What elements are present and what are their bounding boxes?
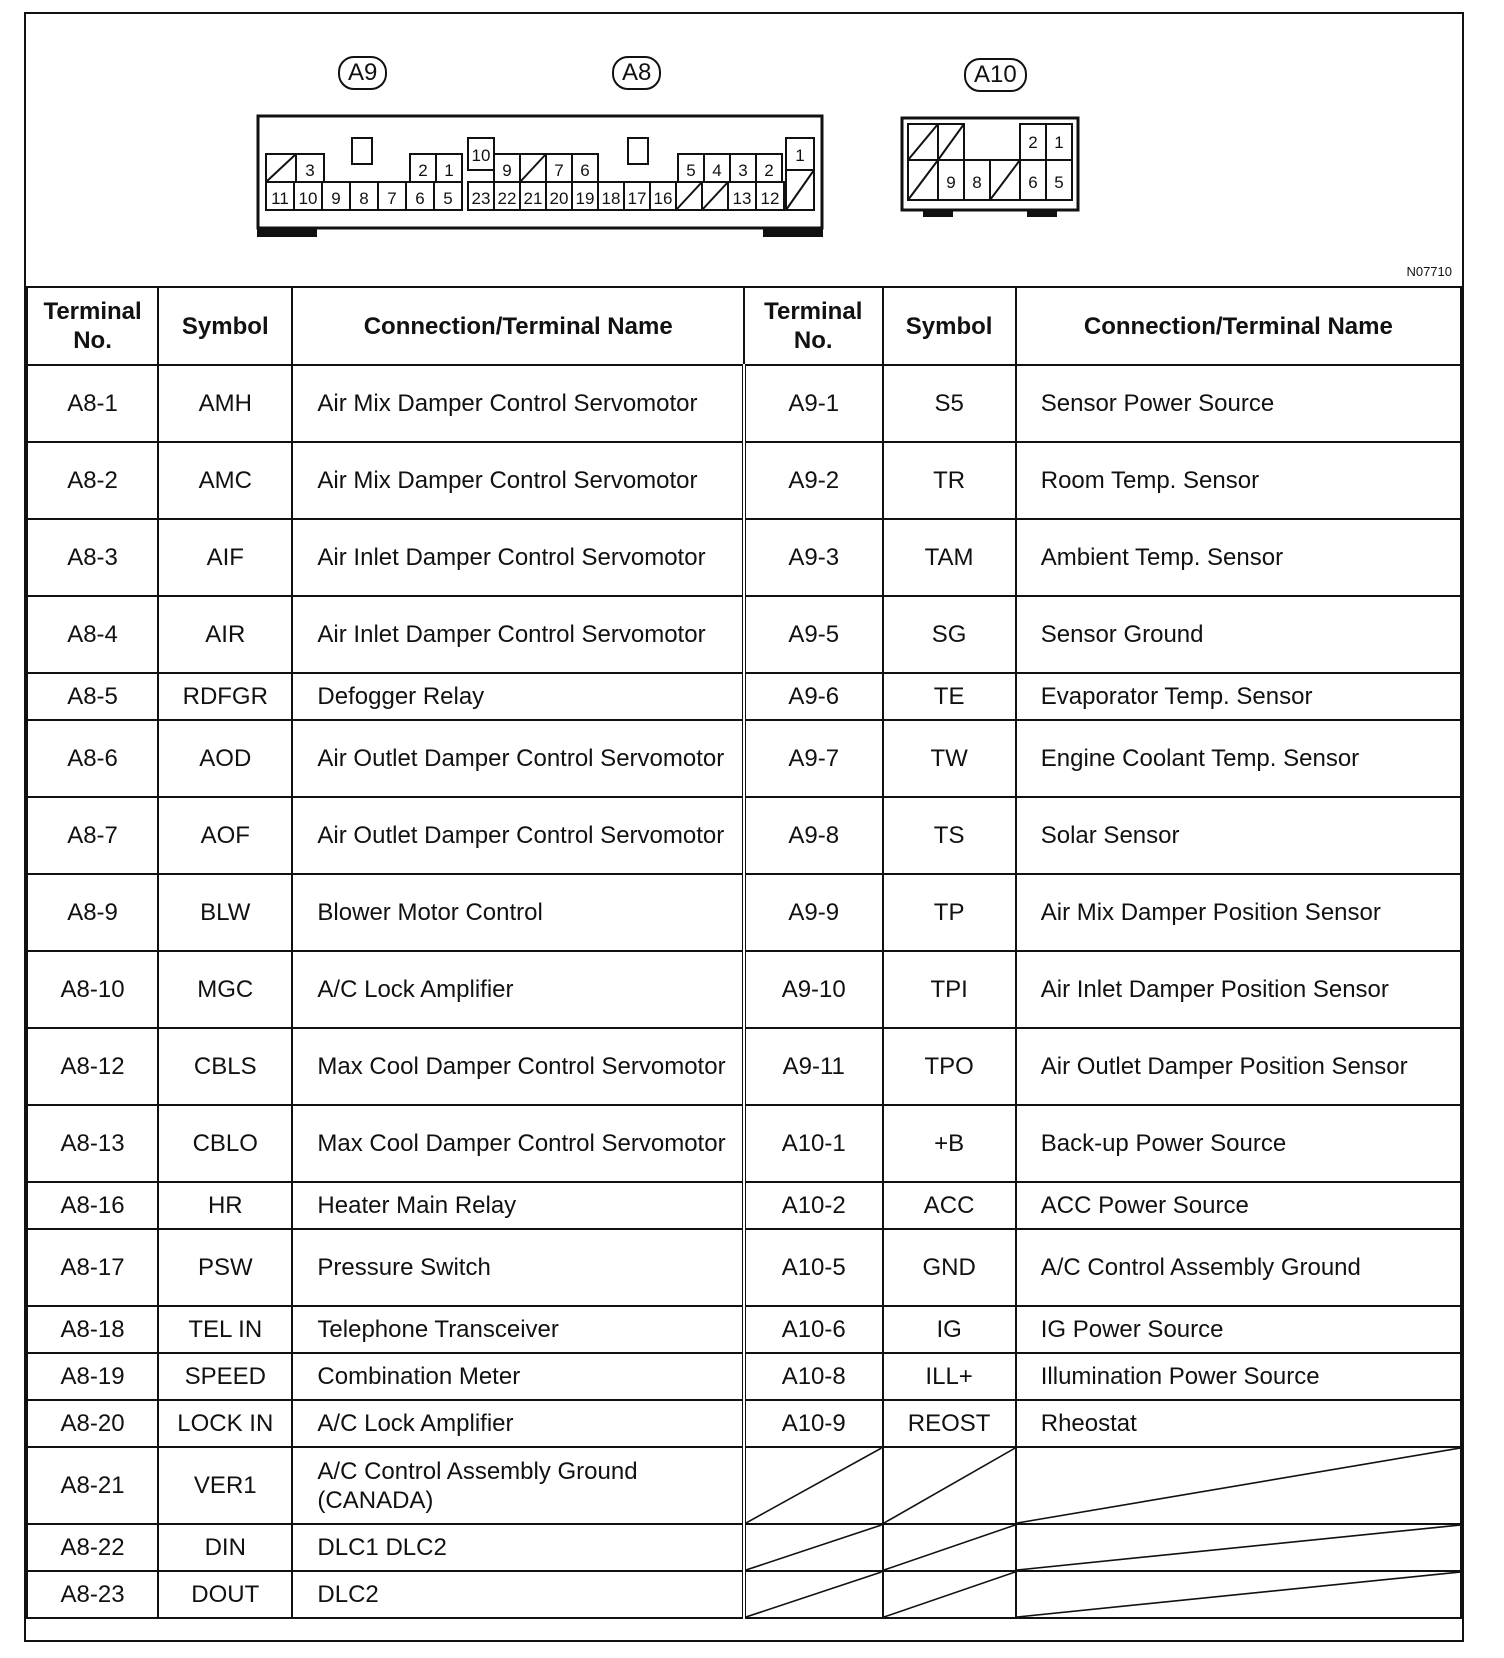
terminal-name-cell: Sensor Ground [1016, 596, 1461, 673]
terminal-name-cell: Air Inlet Damper Control Servomotor [292, 596, 744, 673]
terminal-name-cell: Air Outlet Damper Control Servomotor [292, 797, 744, 874]
a8-pin-label: 13 [732, 189, 752, 208]
symbol-cell: REOST [883, 1400, 1016, 1447]
symbol-cell: CBLO [158, 1105, 292, 1182]
terminal-name-cell: Room Temp. Sensor [1016, 442, 1461, 519]
terminal-no-cell: A10-8 [744, 1353, 883, 1400]
terminal-no-cell: A9-8 [744, 797, 883, 874]
terminal-no-cell: A8-12 [27, 1028, 158, 1105]
terminal-name-cell: Air Mix Damper Control Servomotor [292, 365, 744, 442]
a9-pin-label: 11 [271, 189, 289, 208]
symbol-cell: HR [158, 1182, 292, 1229]
terminal-name-cell: Engine Coolant Temp. Sensor [1016, 720, 1461, 797]
diagonal-strike [746, 1572, 882, 1617]
symbol-cell: PSW [158, 1229, 292, 1306]
terminal-name-cell: Air Mix Damper Position Sensor [1016, 874, 1461, 951]
table-row [27, 1571, 1461, 1618]
connector-terminal-chart [24, 12, 1464, 1642]
a8-pin-label: 18 [601, 189, 621, 208]
terminal-name-cell: DLC2 [292, 1571, 744, 1618]
a8-pin-label: 6 [580, 161, 590, 180]
terminal-no-cell: A8-6 [27, 720, 158, 797]
terminal-name-cell: A/C Lock Amplifier [292, 951, 744, 1028]
symbol-cell: TP [883, 874, 1016, 951]
terminal-no-cell: A9-5 [744, 596, 883, 673]
empty-cell [1016, 1447, 1461, 1524]
terminal-name-cell: Pressure Switch [292, 1229, 744, 1306]
symbol-cell: TW [883, 720, 1016, 797]
terminal-name-cell: Solar Sensor [1016, 797, 1461, 874]
symbol-cell: SG [883, 596, 1016, 673]
terminal-no-cell: A8-17 [27, 1229, 158, 1306]
a9-pin-label: 8 [359, 189, 369, 208]
header-connection-name: Connection/Terminal Name [1016, 287, 1461, 365]
table-row [27, 720, 1461, 797]
table-row [27, 1229, 1461, 1306]
symbol-cell: AMH [158, 365, 292, 442]
a8-pin-label: 3 [738, 161, 748, 180]
header-terminal-no: Terminal No. [744, 287, 883, 365]
a8-pin-label: 7 [554, 161, 564, 180]
empty-cell [883, 1447, 1016, 1524]
symbol-cell: AOF [158, 797, 292, 874]
symbol-cell: VER1 [158, 1447, 292, 1524]
symbol-cell: TEL IN [158, 1306, 292, 1353]
symbol-cell: DIN [158, 1524, 292, 1571]
a9-pin-label: 1 [444, 161, 454, 180]
connector-drawing [26, 14, 1462, 259]
terminal-no-cell: A8-22 [27, 1524, 158, 1571]
terminal-no-cell: A8-21 [27, 1447, 158, 1524]
connector-diagram [26, 14, 1462, 284]
terminal-no-cell: A9-9 [744, 874, 883, 951]
diagonal-strike [1017, 1448, 1460, 1523]
terminal-name-cell: Air Inlet Damper Position Sensor [1016, 951, 1461, 1028]
terminal-name-cell: Telephone Transceiver [292, 1306, 744, 1353]
symbol-cell: S5 [883, 365, 1016, 442]
a8-pin-label: 2 [764, 161, 774, 180]
header-terminal-no: Terminal No. [27, 287, 158, 365]
terminal-no-cell: A10-9 [744, 1400, 883, 1447]
a10-pin-label: 2 [1028, 133, 1038, 152]
table-row [27, 1105, 1461, 1182]
diagonal-strike [1017, 1572, 1460, 1617]
terminal-name-cell: Sensor Power Source [1016, 365, 1461, 442]
symbol-cell: AMC [158, 442, 292, 519]
terminal-no-cell: A9-2 [744, 442, 883, 519]
empty-cell [883, 1524, 1016, 1571]
a8-pin-label: 17 [627, 189, 647, 208]
terminal-no-cell: A8-3 [27, 519, 158, 596]
terminal-name-cell: ACC Power Source [1016, 1182, 1461, 1229]
a8-pin-label: 12 [760, 189, 780, 208]
a10-pin-block [908, 124, 1072, 200]
a8-pin-label: 21 [523, 189, 543, 208]
terminal-name-cell: Evaporator Temp. Sensor [1016, 673, 1461, 720]
table-row [27, 365, 1461, 442]
table-row [27, 874, 1461, 951]
table-row [27, 673, 1461, 720]
diagonal-strike [746, 1448, 882, 1523]
a10-pin-label: 9 [946, 173, 956, 192]
symbol-cell: +B [883, 1105, 1016, 1182]
symbol-cell: BLW [158, 874, 292, 951]
diagonal-strike [884, 1572, 1015, 1617]
terminal-no-cell: A8-5 [27, 673, 158, 720]
terminal-name-cell: Combination Meter [292, 1353, 744, 1400]
table-row [27, 1447, 1461, 1524]
symbol-cell: SPEED [158, 1353, 292, 1400]
a8-pin-label: 20 [549, 189, 569, 208]
a8-pin-label: 22 [497, 189, 517, 208]
terminal-name-cell: Air Outlet Damper Control Servomotor [292, 720, 744, 797]
a8-pin-label: 19 [575, 189, 595, 208]
table-row [27, 596, 1461, 673]
symbol-cell: TS [883, 797, 1016, 874]
terminal-name-cell: Back-up Power Source [1016, 1105, 1461, 1182]
a8-pin-label: 4 [712, 161, 722, 180]
a8-pin-label: 1 [795, 146, 805, 165]
diagonal-strike [746, 1525, 882, 1570]
empty-cell [1016, 1571, 1461, 1618]
symbol-cell: MGC [158, 951, 292, 1028]
terminal-name-cell: Air Outlet Damper Position Sensor [1016, 1028, 1461, 1105]
a10-pin-label: 8 [972, 173, 982, 192]
a9-pin-label: 5 [443, 189, 453, 208]
a8-pin-label: 23 [471, 189, 491, 208]
terminal-no-cell: A9-10 [744, 951, 883, 1028]
header-connection-name: Connection/Terminal Name [292, 287, 744, 365]
terminal-name-cell: A/C Control Assembly Ground (CANADA) [292, 1447, 744, 1524]
a8-pin-label: 10 [471, 146, 491, 165]
terminal-no-cell: A10-6 [744, 1306, 883, 1353]
table-row [27, 1353, 1461, 1400]
a9-pin-label: 9 [331, 189, 341, 208]
terminal-name-cell: Ambient Temp. Sensor [1016, 519, 1461, 596]
terminal-name-cell: Air Mix Damper Control Servomotor [292, 442, 744, 519]
symbol-cell: TR [883, 442, 1016, 519]
symbol-cell: ILL+ [883, 1353, 1016, 1400]
symbol-cell: TAM [883, 519, 1016, 596]
terminal-no-cell: A9-7 [744, 720, 883, 797]
connector-label-a8: A8 [612, 56, 661, 90]
empty-cell [883, 1571, 1016, 1618]
terminal-name-cell: Air Inlet Damper Control Servomotor [292, 519, 744, 596]
a10-pin-label: 1 [1054, 133, 1064, 152]
a8-pin-label: 9 [502, 161, 512, 180]
symbol-cell: DOUT [158, 1571, 292, 1618]
empty-cell [744, 1571, 883, 1618]
terminal-no-cell: A8-18 [27, 1306, 158, 1353]
table-row [27, 442, 1461, 519]
terminal-no-cell: A9-3 [744, 519, 883, 596]
symbol-cell: LOCK IN [158, 1400, 292, 1447]
table-row [27, 1306, 1461, 1353]
terminal-name-cell: Max Cool Damper Control Servomotor [292, 1105, 744, 1182]
table-row [27, 951, 1461, 1028]
terminal-no-cell: A8-2 [27, 442, 158, 519]
terminal-name-cell: Illumination Power Source [1016, 1353, 1461, 1400]
terminal-name-cell: Rheostat [1016, 1400, 1461, 1447]
terminal-name-cell: Blower Motor Control [292, 874, 744, 951]
a8-pin-label: 5 [686, 161, 696, 180]
terminal-no-cell: A9-11 [744, 1028, 883, 1105]
symbol-cell: TE [883, 673, 1016, 720]
table-row [27, 1400, 1461, 1447]
symbol-cell: TPO [883, 1028, 1016, 1105]
table-row [27, 1028, 1461, 1105]
table-row [27, 1182, 1461, 1229]
symbol-cell: RDFGR [158, 673, 292, 720]
a9-pin-label: 2 [418, 161, 428, 180]
symbol-cell: ACC [883, 1182, 1016, 1229]
terminal-name-cell: DLC1 DLC2 [292, 1524, 744, 1571]
terminal-table [26, 286, 1462, 1619]
terminal-no-cell: A10-1 [744, 1105, 883, 1182]
symbol-cell: GND [883, 1229, 1016, 1306]
terminal-name-cell: Max Cool Damper Control Servomotor [292, 1028, 744, 1105]
terminal-no-cell: A8-9 [27, 874, 158, 951]
terminal-no-cell: A8-1 [27, 365, 158, 442]
terminal-name-cell: A/C Lock Amplifier [292, 1400, 744, 1447]
a10-pin-label: 6 [1028, 173, 1038, 192]
figure-code: N07710 [1406, 264, 1452, 279]
empty-cell [744, 1524, 883, 1571]
a10-pin-label: 5 [1054, 173, 1064, 192]
symbol-cell: IG [883, 1306, 1016, 1353]
table-header-row [27, 287, 1461, 365]
diagonal-strike [884, 1525, 1015, 1570]
terminal-no-cell: A10-2 [744, 1182, 883, 1229]
connector-label-a9: A9 [338, 56, 387, 90]
table-row [27, 519, 1461, 596]
a9-pin-label: 3 [305, 161, 315, 180]
terminal-name-cell: A/C Control Assembly Ground [1016, 1229, 1461, 1306]
header-symbol: Symbol [158, 287, 292, 365]
symbol-cell: CBLS [158, 1028, 292, 1105]
table-row [27, 797, 1461, 874]
terminal-no-cell: A8-16 [27, 1182, 158, 1229]
empty-cell [1016, 1524, 1461, 1571]
empty-cell [744, 1447, 883, 1524]
a9-pin-label: 7 [387, 189, 397, 208]
symbol-cell: AOD [158, 720, 292, 797]
table-row [27, 1524, 1461, 1571]
terminal-no-cell: A9-1 [744, 365, 883, 442]
terminal-no-cell: A10-5 [744, 1229, 883, 1306]
terminal-name-cell: Defogger Relay [292, 673, 744, 720]
terminal-name-cell: IG Power Source [1016, 1306, 1461, 1353]
terminal-no-cell: A8-7 [27, 797, 158, 874]
diagonal-strike [884, 1448, 1015, 1523]
terminal-no-cell: A8-23 [27, 1571, 158, 1618]
symbol-cell: AIR [158, 596, 292, 673]
terminal-no-cell: A8-4 [27, 596, 158, 673]
terminal-no-cell: A8-20 [27, 1400, 158, 1447]
symbol-cell: TPI [883, 951, 1016, 1028]
terminal-name-cell: Heater Main Relay [292, 1182, 744, 1229]
a9-pin-label: 6 [415, 189, 425, 208]
connector-label-a10: A10 [964, 58, 1027, 92]
terminal-no-cell: A8-13 [27, 1105, 158, 1182]
terminal-no-cell: A8-19 [27, 1353, 158, 1400]
a9-pin-label: 10 [298, 189, 318, 208]
a8-pin-label: 16 [653, 189, 673, 208]
diagonal-strike [1017, 1525, 1460, 1570]
symbol-cell: AIF [158, 519, 292, 596]
terminal-no-cell: A8-10 [27, 951, 158, 1028]
terminal-no-cell: A9-6 [744, 673, 883, 720]
header-symbol: Symbol [883, 287, 1016, 365]
